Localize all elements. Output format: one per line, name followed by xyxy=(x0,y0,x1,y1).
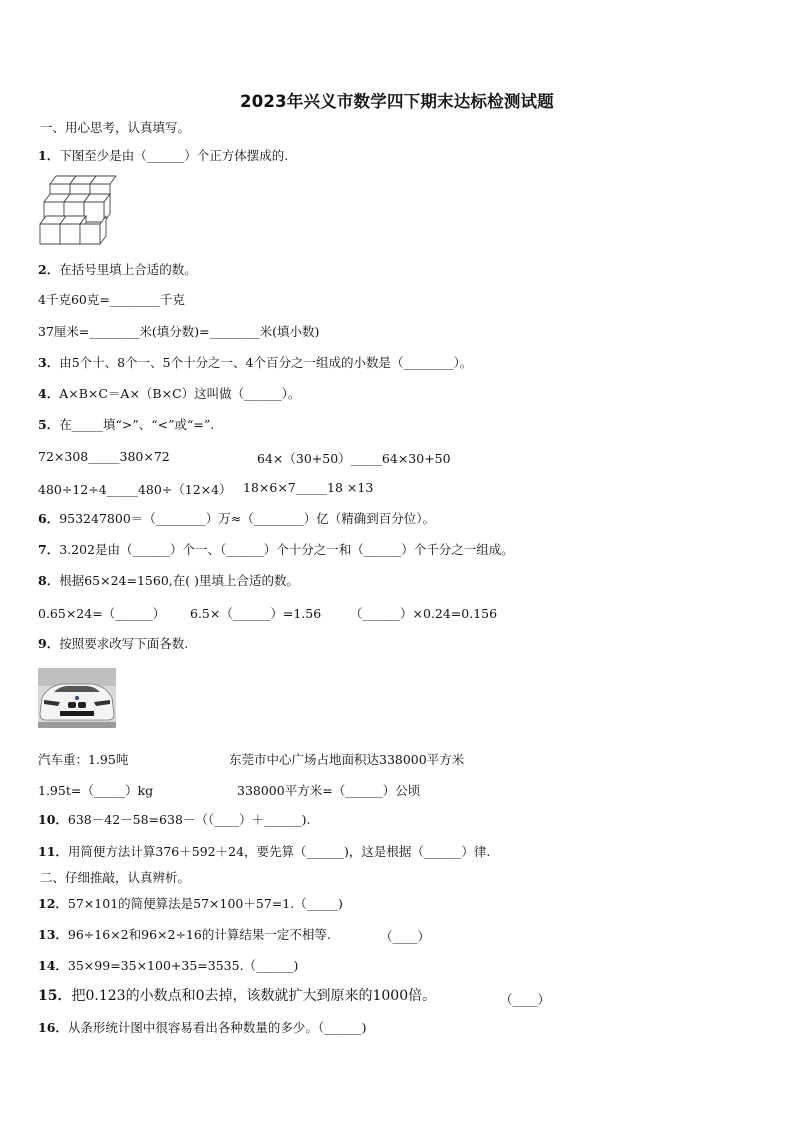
question-9 xyxy=(38,636,188,652)
question-12 xyxy=(38,896,343,912)
question-text: 在括号里填上合适的数。 xyxy=(59,262,197,277)
q2-line-1: 4千克60克=________千克 xyxy=(38,292,185,307)
question-number: 13． xyxy=(38,927,68,942)
question-2 xyxy=(38,262,197,278)
question-4 xyxy=(38,386,300,402)
question-number: 16． xyxy=(38,1020,68,1035)
question-text: 在_____填“>”、“<”或“=”. xyxy=(59,417,215,432)
question-text: 953247800＝（________）万≈（________）亿（精确到百分位）。 xyxy=(59,511,436,526)
question-6 xyxy=(38,511,435,527)
q9-item-a: 汽车重：1.95吨 xyxy=(38,752,129,767)
question-text: 35×99=35×100+35=3535.（______) xyxy=(67,958,299,973)
q9-item-c: 1.95t=（_____）kg xyxy=(38,783,154,798)
question-text: 根据65×24=1560,在( )里填上合适的数。 xyxy=(59,573,299,588)
question-text: 96÷16×2和96×2÷16的计算结果一定不相等. xyxy=(67,927,331,942)
question-text: 下图至少是由（______）个正方体摆成的. xyxy=(59,148,289,163)
question-number: 6． xyxy=(38,511,60,526)
question-14 xyxy=(38,958,298,974)
question-number: 10． xyxy=(38,812,68,827)
question-13 xyxy=(38,927,331,943)
question-text: 从条形统计图中很容易看出各种数量的多少。（______) xyxy=(67,1020,367,1035)
q9-item-b: 东莞市中心广场占地面积达338000平方米 xyxy=(229,752,465,767)
question-10 xyxy=(38,812,311,828)
question-3 xyxy=(38,355,472,371)
question-text: A×B×C＝A×（B×C）这叫做（______）。 xyxy=(59,386,301,401)
question-text: 由5个十、8个一、5个十分之一、4个百分之一组成的小数是（________）。 xyxy=(59,355,473,370)
section-1-heading: 一、用心思考，认真填写。 xyxy=(40,120,191,135)
q8-item-b: 6.5×（______）=1.56 xyxy=(190,606,322,621)
car-photo xyxy=(38,668,116,728)
q5-item-d: 18×6×7_____18 ×13 xyxy=(243,480,374,495)
question-text: 按照要求改写下面各数. xyxy=(59,636,189,651)
question-text: 3.202是由（______）个一、（______）个十分之一和（______）个千分之一组成。 xyxy=(59,542,514,557)
question-text: 638－42－58=638－（（____）＋______). xyxy=(67,812,311,827)
question-number: 12． xyxy=(38,896,68,911)
question-number: 4． xyxy=(38,386,60,401)
q9-item-d: 338000平方米=（______）公顷 xyxy=(237,783,421,798)
question-8 xyxy=(38,573,299,589)
question-text: 57×101的简便算法是57×100＋57=1.（_____) xyxy=(67,896,343,911)
question-7 xyxy=(38,542,514,558)
q15-answer-blank: （____） xyxy=(500,992,551,1007)
question-number: 11． xyxy=(38,844,68,859)
bmw-logo-icon xyxy=(75,696,79,700)
page-title: 2023年兴义市数学四下期末达标检测试题 xyxy=(240,92,554,111)
question-number: 2． xyxy=(38,262,60,277)
q5-item-a: 72×308_____380×72 xyxy=(38,449,170,464)
question-16 xyxy=(38,1020,367,1036)
question-5 xyxy=(38,417,214,433)
question-number: 5． xyxy=(38,417,60,432)
question-number: 8． xyxy=(38,573,60,588)
question-15 xyxy=(38,988,436,1004)
question-text: 把0.123的小数点和0去掉，该数就扩大到原来的1000倍。 xyxy=(71,988,437,1004)
question-number: 9． xyxy=(38,636,60,651)
question-number: 3． xyxy=(38,355,60,370)
q5-item-c: 480÷12÷4_____480÷（12×4） xyxy=(38,482,232,497)
section-2-heading: 二、仔细推敲，认真辨析。 xyxy=(40,870,191,885)
q8-item-c: （______）×0.24=0.156 xyxy=(350,606,498,621)
question-11 xyxy=(38,844,490,860)
question-number: 15． xyxy=(38,988,72,1004)
q13-answer-blank: （____） xyxy=(380,929,431,944)
question-1 xyxy=(38,148,288,164)
q2-line-2: 37厘米=________米(填分数)=________米(填小数) xyxy=(38,324,320,339)
question-number: 14． xyxy=(38,958,68,973)
question-number: 1． xyxy=(38,148,60,163)
question-number: 7． xyxy=(38,542,60,557)
cube-figure xyxy=(38,170,128,250)
question-text: 用简便方法计算376＋592＋24，要先算（______)，这是根据（______）律. xyxy=(67,844,491,859)
q8-item-a: 0.65×24=（______） xyxy=(38,606,166,621)
q5-item-b: 64×（30+50）_____64×30+50 xyxy=(257,451,451,466)
